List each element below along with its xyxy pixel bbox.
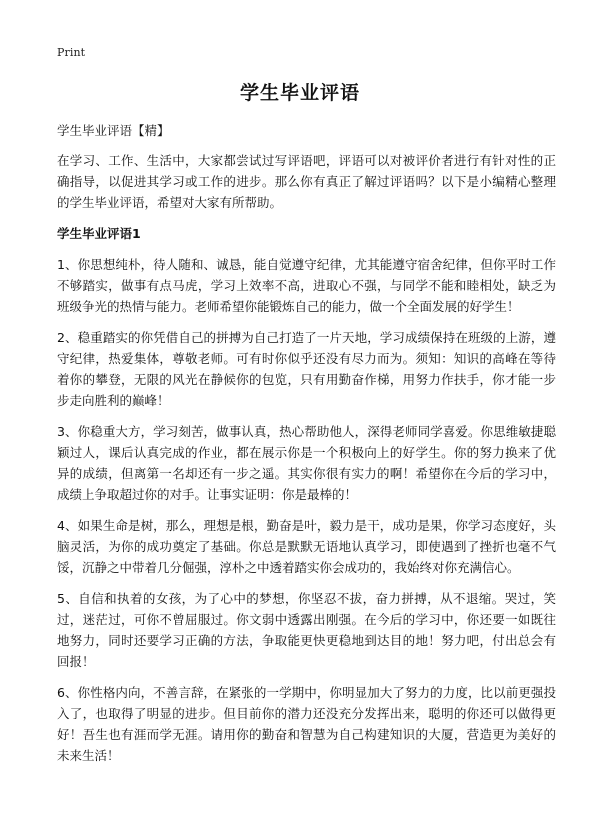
comment-paragraph: 5、自信和执着的女孩，为了心中的梦想，你坚忍不拔，奋力拼搏，从不退缩。哭过，笑过，迷茫过，可你不曾屈服过。你文弱中透露出刚强。在今后的学习中，你还要一如既往地努力，同时还要学习正确的方法，争取能更快更稳地到达目的地！努力吧，付出总会有回报！ (57, 591, 556, 669)
intro-paragraph: 在学习、工作、生活中，大家都尝试过写评语吧，评语可以对被评价者进行有针对性的正确指导，以促进其学习或工作的进步。那么你有真正了解过评语吗？以下是小编精心整理的学生毕业评语，希望对大家有所帮助。 (57, 153, 556, 210)
document-title: 学生毕业评语 (239, 82, 360, 104)
comment-paragraph: 2、稳重踏实的你凭借自己的拼搏为自己打造了一片天地，学习成绩保持在班级的上游，遵守纪律，热爱集体，尊敬老师。可有时你似乎还没有尽力而为。须知：知识的高峰在等待着你的攀登，无限的风光在静候你的包览，只有用勤奋作梯，用努力作扶手，你才能一步步走向胜利的巅峰！ (57, 330, 556, 408)
comment-paragraph: 4、如果生命是树，那么，理想是根，勤奋是叶，毅力是干，成功是果，你学习态度好，头脑灵活，为你的成功奠定了基础。你总是默默无语地认真学习，即使遇到了挫折也毫不气馁，沉静之中带着几分倔强，淳朴之中透着踏实你会成功的，我始终对你充满信心。 (57, 518, 556, 575)
comment-paragraph: 3、你稳重大方，学习刻苦，做事认真，热心帮助他人，深得老师同学喜爱。你思维敏捷聪颖过人，课后认真完成的作业，都在展示你是一个积极向上的好学生。你的努力换来了优异的成绩，但离第一名却还有一步之遥。其实你很有实力的啊！希望你在今后的学习中，成绩上争取超过你的对手。让事实证明：你是最棒的！ (57, 424, 556, 502)
comment-paragraph: 6、你性格内向，不善言辞，在紧张的一学期中，你明显加大了努力的力度，比以前更强投入了，也取得了明显的进步。但目前你的潜力还没充分发挥出来，聪明的你还可以做得更好！吾生也有涯而学无涯。请用你的勤奋和智慧为自己构建知识的大厦，营造更为美好的未来生活！ (57, 685, 556, 763)
comment-paragraph: 1、你思想纯朴，待人随和、诚恳，能自觉遵守纪律，尤其能遵守宿舍纪律，但你平时工作不够踏实，做事有点马虎，学习上效率不高，进取心不强，与同学不能和睦相处，缺乏为班级争光的热情与能力。老师希望你能锻炼自己的能力，做一个全面发展的好学生！ (57, 257, 556, 314)
document-subtitle: 学生毕业评语【精】 (57, 123, 170, 138)
section-heading: 学生毕业评语1 (57, 226, 141, 241)
print-label: Print (57, 46, 86, 59)
document-body (57, 150, 556, 776)
